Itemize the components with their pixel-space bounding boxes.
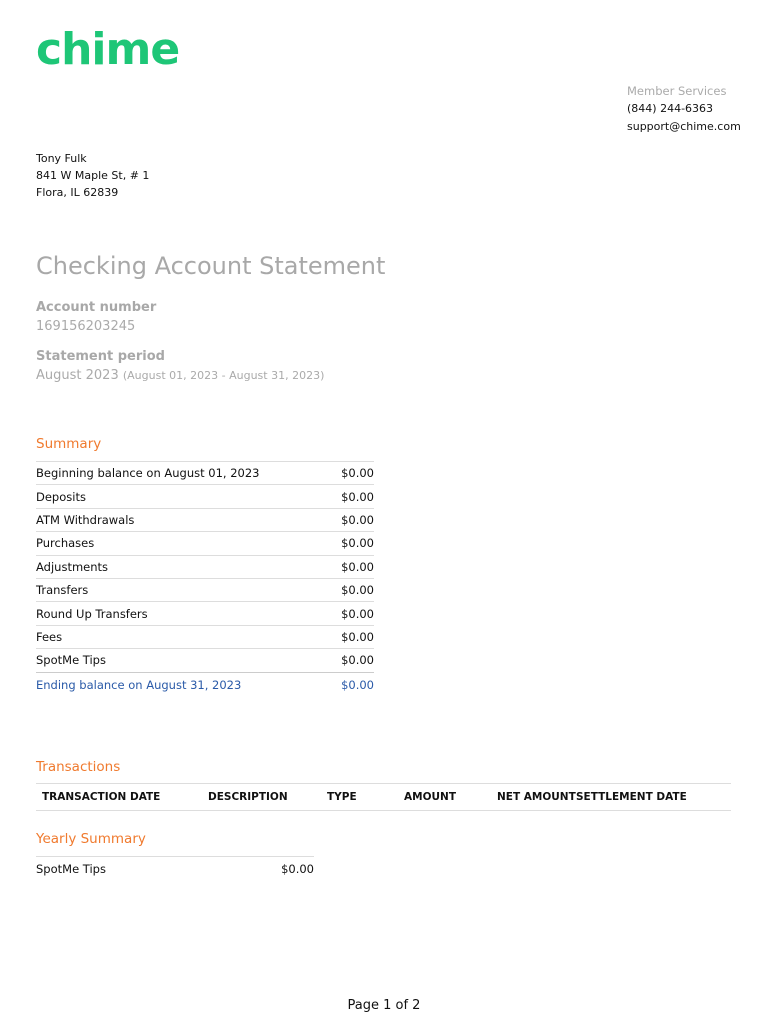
table-row xyxy=(36,649,374,672)
statement-period-label: Statement period xyxy=(36,349,165,364)
summary-label: Transfers xyxy=(36,578,331,601)
summary-label: Purchases xyxy=(36,532,331,555)
summary-label: Fees xyxy=(36,625,331,648)
summary-amount: $0.00 xyxy=(331,485,374,508)
summary-amount: $0.00 xyxy=(331,462,374,485)
table-row xyxy=(36,602,374,625)
statement-period-range: (August 01, 2023 - August 31, 2023) xyxy=(122,369,325,382)
summary-amount: $0.00 xyxy=(331,508,374,531)
statement-period-value xyxy=(36,368,324,383)
ending-balance-label: Ending balance on August 31, 2023 xyxy=(36,672,331,697)
summary-amount: $0.00 xyxy=(331,649,374,672)
summary-table xyxy=(36,461,374,697)
table-row xyxy=(36,578,374,601)
column-header-amount: AMOUNT xyxy=(404,791,456,803)
customer-address-line2: Flora, IL 62839 xyxy=(36,186,119,199)
customer-address-line1: 841 W Maple St, # 1 xyxy=(36,169,150,182)
summary-label: ATM Withdrawals xyxy=(36,508,331,531)
page-number: Page 1 of 2 xyxy=(347,998,421,1013)
yearly-summary-label: SpotMe Tips xyxy=(36,862,106,876)
summary-amount: $0.00 xyxy=(331,625,374,648)
table-row xyxy=(36,625,374,648)
column-header-transaction-date: TRANSACTION DATE xyxy=(42,791,161,803)
summary-heading: Summary xyxy=(36,436,102,452)
account-number-label: Account number xyxy=(36,300,157,315)
account-number-value: 169156203245 xyxy=(36,319,136,334)
member-services-email: support@chime.com xyxy=(627,120,741,133)
summary-label: Beginning balance on August 01, 2023 xyxy=(36,462,331,485)
table-row xyxy=(36,532,374,555)
column-header-type: TYPE xyxy=(327,791,357,803)
transactions-heading: Transactions xyxy=(36,759,121,775)
table-row xyxy=(36,555,374,578)
chime-logo: chime xyxy=(36,24,180,75)
ending-balance-amount: $0.00 xyxy=(331,672,374,697)
summary-label: Adjustments xyxy=(36,555,331,578)
statement-title: Checking Account Statement xyxy=(36,252,386,280)
member-services-phone: (844) 244-6363 xyxy=(627,102,714,115)
table-row xyxy=(36,462,374,485)
customer-name: Tony Fulk xyxy=(36,152,87,165)
summary-label: SpotMe Tips xyxy=(36,649,331,672)
column-header-settlement-date: SETTLEMENT DATE xyxy=(576,791,687,803)
summary-amount: $0.00 xyxy=(331,602,374,625)
transactions-table-header xyxy=(36,783,731,811)
member-services xyxy=(627,82,741,136)
summary-amount: $0.00 xyxy=(331,532,374,555)
table-row xyxy=(36,508,374,531)
table-row xyxy=(36,485,374,508)
column-header-description: DESCRIPTION xyxy=(208,791,288,803)
yearly-summary-amount: $0.00 xyxy=(281,862,314,876)
yearly-summary-row xyxy=(36,856,314,881)
customer-address xyxy=(36,150,149,201)
summary-amount: $0.00 xyxy=(331,555,374,578)
ending-balance-row xyxy=(36,672,374,697)
summary-amount: $0.00 xyxy=(331,578,374,601)
statement-period-month: August 2023 xyxy=(36,368,119,383)
summary-label: Round Up Transfers xyxy=(36,602,331,625)
column-header-net-amount: NET AMOUNT xyxy=(497,791,576,803)
summary-label: Deposits xyxy=(36,485,331,508)
yearly-summary-heading: Yearly Summary xyxy=(36,831,146,847)
member-services-title: Member Services xyxy=(627,84,727,98)
